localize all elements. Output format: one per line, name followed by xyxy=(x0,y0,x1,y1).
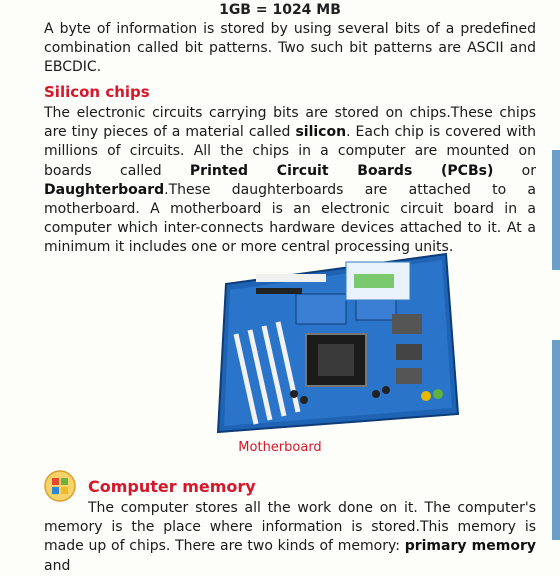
chips-text-4: .These daughterboards are attached to a motherboard. A motherboard is an electronic circuit board in a computer which inter-connects hardware devices attached to it. At a minimum it includes one or more central processing units. xyxy=(44,181,536,256)
memory-text-1: The computer stores all the work done on it. The computer's memory is the place where information is stored.This memory is made up of chips. There are two kinds of memory: xyxy=(44,500,536,555)
silicon-chips-heading: Silicon chips xyxy=(44,83,150,101)
figure-caption: Motherboard xyxy=(238,440,322,455)
chips-text-3: or xyxy=(493,162,536,179)
windows-logo-icon xyxy=(44,470,76,502)
daughterboard-term: Daughterboard xyxy=(44,181,165,198)
pcb-term: Printed Circuit Boards (PCBs) xyxy=(189,162,494,179)
memory-text-2: and xyxy=(44,557,71,574)
memory-paragraph xyxy=(44,499,536,576)
motherboard-image xyxy=(196,244,462,434)
page-edge-tab-top xyxy=(552,150,560,270)
chips-text-1: The electronic circuits carrying bits are stored on chips.These chips are tiny pieces of a material called xyxy=(44,105,536,141)
page-edge-tab-bottom xyxy=(552,340,560,540)
silicon-term: silicon xyxy=(295,124,347,141)
chips-paragraph xyxy=(44,104,536,258)
primary-memory-term: primary memory xyxy=(404,538,537,555)
storage-equation: 1GB = 1024 MB xyxy=(219,2,341,18)
chips-text-2: . Each chip is covered with millions of circuits. All the chips in a computer are mounted on boards called xyxy=(44,124,536,179)
computer-memory-heading: Computer memory xyxy=(88,477,256,496)
intro-paragraph: A byte of information is stored by using several bits of a predefined combination called bit patterns. Two such bit patterns are ASCII and EBCDIC. xyxy=(44,21,536,76)
